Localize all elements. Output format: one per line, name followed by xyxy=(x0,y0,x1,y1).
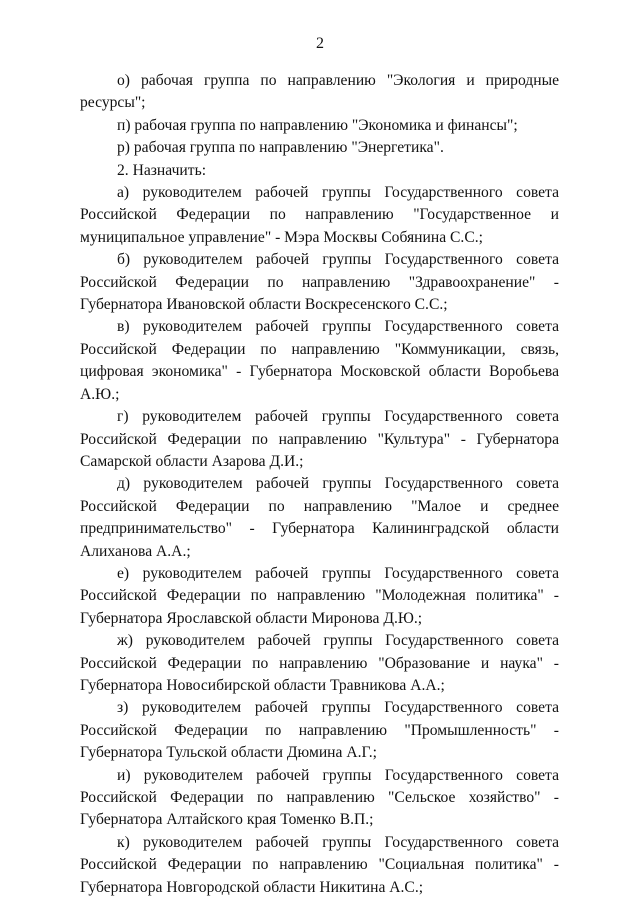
list-item-working-group-ecology: о) рабочая группа по направлению "Экология и природные ресурсы"; xyxy=(80,72,559,112)
appointment-item-i: и) руководителем рабочей группы Государственного совета Российской Федерации по направлению "Сельское хозяйство" - Губернатора Алтайского края Томенко В.П.; xyxy=(80,766,559,829)
appointment-item-d: д) руководителем рабочей группы Государственного совета Российской Федерации по направлению "Малое и среднее предпринимательство" - Губернатора Калининградской области Алиханова А.А.; xyxy=(80,475,559,560)
appointment-item-a: а) руководителем рабочей группы Государственного совета Российской Федерации по направлению "Государственное и муниципальное управление" - Мэра Москвы Собянина С.С.; xyxy=(80,184,559,246)
appointment-item-v: в) руководителем рабочей группы Государственного совета Российской Федерации по направлению "Коммуникации, связь, цифровая экономика" - Губернатора Московской области Воробьева А.Ю.; xyxy=(80,318,559,403)
appointment-item-e: е) руководителем рабочей группы Государственного совета Российской Федерации по направлению "Молодежная политика" - Губернатора Ярославской области Миронова Д.Ю.; xyxy=(80,564,559,627)
list-item-working-group-energy: р) рабочая группа по направлению "Энергетика". xyxy=(117,139,444,157)
document-body xyxy=(80,70,559,899)
appointment-item-z: з) руководителем рабочей группы Государственного совета Российской Федерации по направлению "Промышленность" - Губернатора Тульской области Дюмина А.Г.; xyxy=(80,699,559,762)
section-heading-appoint: 2. Назначить: xyxy=(117,161,207,179)
list-item-working-group-economy: п) рабочая группа по направлению "Экономика и финансы"; xyxy=(117,116,518,134)
appointment-item-g: г) руководителем рабочей группы Государственного совета Российской Федерации по направлению "Культура" - Губернатора Самарской области Азарова Д.И.; xyxy=(80,408,559,470)
appointment-item-k: к) руководителем рабочей группы Государственного совета Российской Федерации по направлению "Социальная политика" - Губернатора Новгородской области Никитина А.С.; xyxy=(80,833,559,896)
page-number: 2 xyxy=(316,35,324,52)
appointment-item-zh: ж) руководителем рабочей группы Государственного совета Российской Федерации по направлению "Образование и наука" - Губернатора Новосибирской области Травникова А.А.; xyxy=(80,632,559,694)
appointment-item-b: б) руководителем рабочей группы Государственного совета Российской Федерации по направлению "Здравоохранение" - Губернатора Ивановской области Воскресенского С.С.; xyxy=(80,251,559,314)
